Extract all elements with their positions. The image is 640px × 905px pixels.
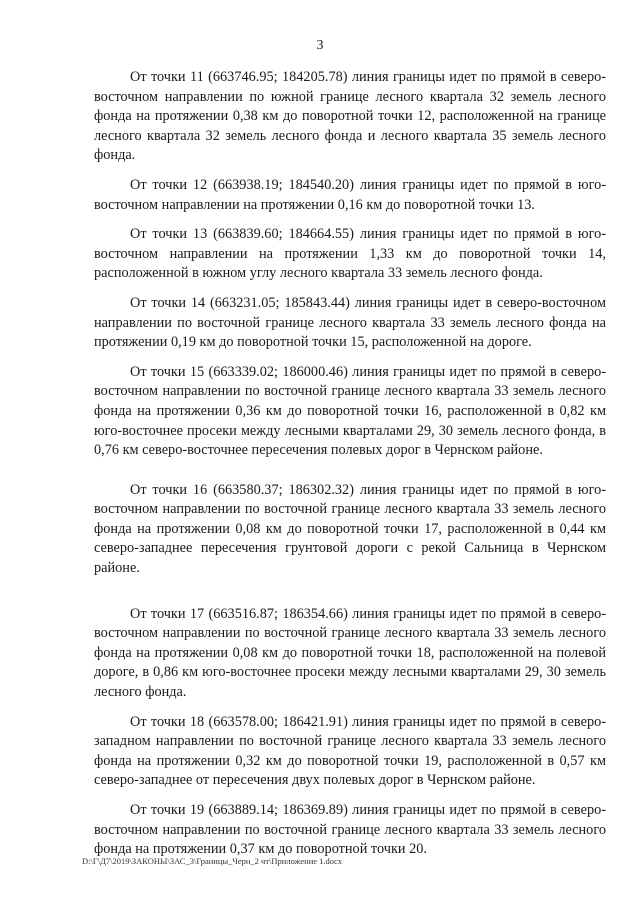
paragraph-point-17: От точки 17 (663516.87; 186354.66) линия границы идет по прямой в северо-восточном направлении по восточной границе лесного квартала 33 земель лесного фонда на протяжении 0,08 км до поворотной точки 18, расположенной на полевой дороге, в 0,86 км юго-восточнее просеки между лесными кварталами 29, 30 земель лесного фонда. xyxy=(94,605,606,701)
file-path-footer: D:\Г\Д7\2019\ЗАКОНЫ\ЗАС_3\Границы_Черн_2 чт\Приложение 1.docx xyxy=(82,856,343,866)
paragraph-point-18: От точки 18 (663578.00; 186421.91) линия границы идет по прямой в северо-западном направлении по восточной границе лесного квартала 33 земель лесного фонда на протяжении 0,32 км до поворотной точки 19, расположенной в 0,57 км северо-западнее от пересечения двух полевых дорог в Чернском районе. xyxy=(94,713,606,789)
page-number: 3 xyxy=(316,38,324,53)
paragraph-point-16: От точки 16 (663580.37; 186302.32) линия границы идет по прямой в юго-восточном направлении по восточной границе лесного квартала 33 земель лесного фонда на протяжении 0,08 км до поворотной точки 17, расположенной в 0,44 км северо-западнее пересечения грунтовой дороги с рекой Сальница в Чернском районе. xyxy=(94,481,606,577)
paragraph-point-13: От точки 13 (663839.60; 184664.55) линия границы идет по прямой в юго-восточном направлении на протяжении 1,33 км до поворотной точки 14, расположенной в южном углу лесного квартала 33 земель лесного фонда. xyxy=(94,226,606,282)
paragraph-point-11: От точки 11 (663746.95; 184205.78) линия границы идет по прямой в северо-восточном направлении по южной границе лесного квартала 32 земель лесного фонда на протяжении 0,38 км до поворотной точки 12, расположенной на границе лесного квартала 32 земель лесного фонда и лесного квартала 35 земель лесного фонда. xyxy=(94,69,606,164)
paragraph-point-15: От точки 15 (663339.02; 186000.46) линия границы идет по прямой в северо-восточном направлении по восточной границе лесного квартала 33 земель лесного фонда на протяжении 0,36 км до поворотной точки 16, расположенной в 0,82 км юго-восточнее просеки между лесными кварталами 29, 30 земель лесного фонда, в 0,76 км северо-восточнее пересечения полевых дорог в Чернском районе. xyxy=(94,363,606,459)
document-body xyxy=(94,68,606,860)
paragraph-point-14: От точки 14 (663231.05; 185843.44) линия границы идет в северо-восточном направлении по восточной границе лесного квартала 33 земель лесного фонда на протяжении 0,19 км до поворотной точки 15, расположенной на дороге. xyxy=(94,294,606,351)
paragraph-point-12: От точки 12 (663938.19; 184540.20) линия границы идет по прямой в юго-восточном направлении на протяжении 0,16 км до поворотной точки 13. xyxy=(94,176,606,213)
paragraph-point-19: От точки 19 (663889.14; 186369.89) линия границы идет по прямой в северо-восточном направлении по восточной границе лесного квартала 33 земель лесного фонда на протяжении 0,37 км до поворотной точки 20. xyxy=(94,802,606,858)
